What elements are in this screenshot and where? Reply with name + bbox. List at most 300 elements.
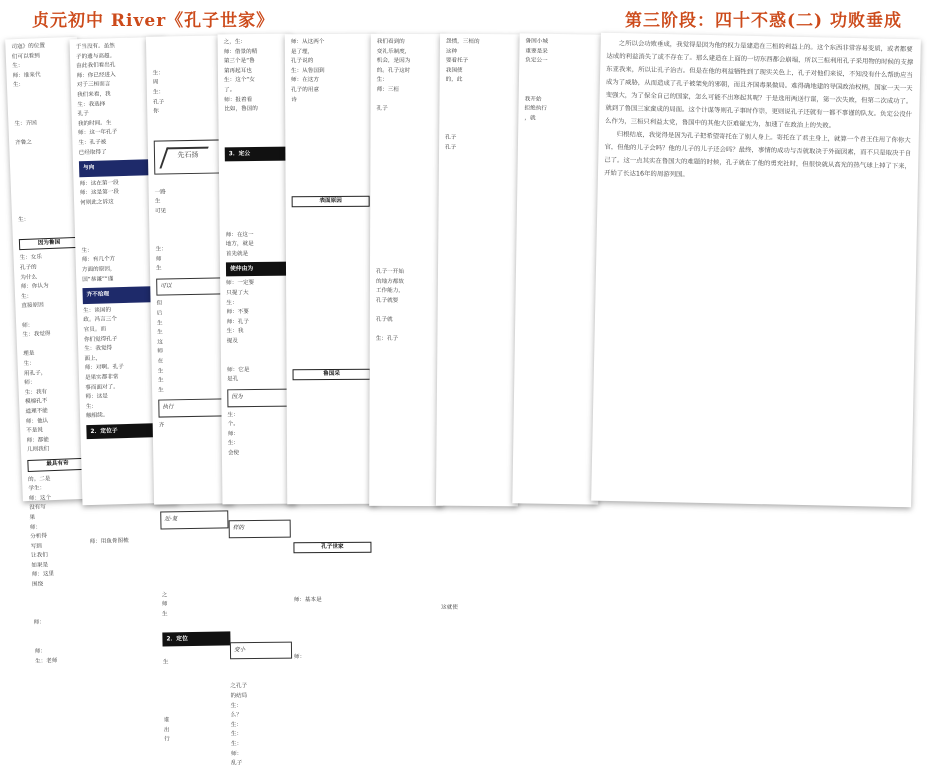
text-line (375, 489, 437, 499)
text-line (293, 490, 371, 500)
text-line (294, 643, 372, 653)
text-line: 的，此 (445, 77, 463, 84)
text-line (442, 450, 512, 460)
text-line (442, 508, 512, 518)
text-line (442, 479, 512, 489)
text-line: 我开始 (524, 96, 542, 103)
text-line: 么？ (230, 712, 242, 719)
text-line (293, 384, 371, 394)
text-line (376, 393, 438, 403)
text-line (291, 134, 369, 144)
text-line (293, 509, 371, 519)
text-line: 生 (162, 659, 169, 667)
text-line: 师：对啊。孔子 (84, 364, 124, 372)
text-line (443, 402, 513, 412)
text-line (291, 163, 369, 173)
text-line: 生： (227, 440, 240, 447)
text-line (442, 527, 512, 537)
text-line: 了。 (224, 87, 236, 94)
text-line (444, 287, 514, 297)
text-line: 师：基本是 (293, 596, 322, 603)
text-line: 可见 (154, 208, 167, 215)
black-callout: 2．定位 (162, 631, 230, 646)
text-line (375, 604, 437, 614)
text-line: 生：谈国的 (83, 307, 112, 315)
text-line: 但 (156, 300, 163, 308)
text-line (444, 268, 514, 278)
text-line (375, 623, 437, 633)
text-line (225, 134, 287, 144)
text-line (294, 586, 372, 596)
text-line (292, 211, 370, 221)
box-callout: 表面原因 (292, 195, 370, 207)
text-line (292, 288, 370, 298)
text-line (293, 518, 371, 528)
text-line: 生： (20, 293, 33, 300)
text-line (445, 114, 515, 124)
text-line (376, 239, 438, 249)
text-line: 写到 (30, 543, 42, 550)
text-line (376, 191, 438, 201)
text-line (376, 220, 438, 230)
text-line (375, 450, 437, 460)
text-line (375, 441, 437, 451)
text-line: 第再起耳也 (223, 67, 252, 75)
text-line (441, 585, 511, 595)
text-line (293, 470, 371, 480)
text-line (441, 565, 511, 575)
text-line: 为什么 (20, 274, 38, 281)
text-line (441, 623, 511, 633)
text-line (294, 567, 372, 577)
text-line (376, 249, 438, 259)
text-line (375, 412, 437, 422)
text-line: 怨愤，三桓的 (445, 38, 480, 45)
text-line: 师：从这两个 (290, 39, 325, 46)
text-line: 重要是采 (525, 48, 548, 55)
text-line: 生 (158, 387, 164, 394)
text-line: 生 (157, 329, 163, 336)
text-line: 学生： (28, 485, 46, 493)
text-line: 已经取得了 (78, 148, 107, 156)
text-line: 个。 (227, 421, 239, 428)
text-line (442, 469, 512, 479)
text-line: 生：我觉得 (84, 345, 113, 353)
text-line (292, 182, 370, 192)
text-line: 不是说 (26, 427, 44, 435)
text-line: 事而面对了。 (85, 383, 119, 391)
text-line: 师： (34, 648, 47, 656)
text-line: 于当没有。虽然 (75, 43, 115, 51)
text-line: 工作能力， (375, 288, 404, 295)
text-line (443, 412, 513, 422)
text-line: 生： (376, 77, 388, 84)
text-line (445, 105, 515, 115)
text-line (160, 497, 228, 508)
text-line: 模棉孔不 (24, 398, 48, 406)
text-line: 我国使 (445, 67, 463, 74)
text-line (443, 335, 513, 345)
text-line (443, 364, 513, 374)
text-line: 生： (85, 403, 98, 410)
text-line (442, 498, 512, 508)
text-line: 几则我们 (26, 446, 50, 454)
text-line: 生： (152, 89, 165, 96)
text-line (291, 124, 369, 134)
text-line (162, 619, 230, 630)
text-line (376, 326, 438, 336)
text-line (292, 268, 370, 278)
text-line (443, 326, 513, 336)
text-line: 孔子 (445, 134, 457, 141)
text-line (376, 230, 438, 240)
text-line: 触相续。 (85, 412, 109, 420)
text-line: 生：从鲁国到 (290, 67, 325, 74)
text-line (443, 421, 513, 431)
text-line (375, 470, 437, 480)
text-line (292, 249, 370, 259)
text-line: 师： (24, 379, 36, 387)
text-line: 生： (12, 82, 25, 89)
text-line: 孔子 (153, 98, 165, 106)
text-line (444, 210, 514, 220)
text-line: 生 (154, 198, 161, 205)
blue-callout: 与向 (79, 159, 163, 177)
text-line: 师：用鱼骨图梳 (89, 537, 129, 545)
text-line (293, 480, 371, 490)
text-line: 政。冯言三个 (83, 316, 118, 324)
text-line (294, 701, 372, 711)
text-line (445, 162, 515, 172)
text-line: 的。孔子这时 (376, 67, 411, 74)
text-line: 师： (29, 524, 42, 531)
text-line (441, 652, 511, 662)
text-line: 这种 (445, 48, 458, 55)
text-line (375, 614, 437, 624)
text-line: 孔子一开始 (375, 269, 404, 276)
text-line (376, 354, 438, 364)
black-callout: 使仲由为 (226, 262, 288, 277)
text-line: 谁 (163, 717, 170, 724)
hand-callout: 执行 (158, 399, 226, 418)
text-line: 你们觉得孔子 (83, 335, 118, 343)
box-callout: 鲁国采 (293, 368, 371, 380)
text-line: 生： (17, 216, 30, 223)
text-line: 师： (33, 619, 45, 627)
text-line (293, 528, 371, 538)
text-line: 行 (164, 736, 170, 743)
text-line: 之 (161, 591, 168, 599)
text-line (444, 230, 514, 240)
text-line (375, 566, 437, 576)
text-line (376, 211, 438, 221)
text-line (293, 499, 371, 509)
text-line: 如果是 (31, 562, 49, 569)
text-line: 没有写 (29, 504, 47, 512)
text-line: 师：这一年孔子 (78, 129, 118, 137)
text-line (376, 143, 438, 153)
text-line (442, 517, 512, 527)
black-callout: 3．定公 (225, 146, 287, 161)
text-line: 国“恭谦”“谨 (82, 275, 114, 283)
text-line: 拒绝执行 (524, 105, 547, 112)
text-line: 出 (163, 727, 170, 734)
text-line (443, 345, 513, 355)
text-line: 变礼乐制度， (376, 48, 411, 55)
text-line: 师：这个 (28, 494, 52, 502)
text-line (292, 230, 370, 240)
text-line (375, 575, 437, 585)
text-line: 负定公一 (525, 57, 548, 64)
text-line (153, 126, 221, 137)
text-line: 让我们 (30, 552, 48, 560)
text-line: 师：这里 (31, 571, 55, 579)
text-line: 面上， (84, 355, 102, 362)
text-line (294, 615, 372, 625)
text-line: 师 (155, 256, 162, 263)
hand-callout: 样的 (229, 520, 291, 538)
text-line: 我们看到的 (376, 38, 405, 45)
document-page-9 (591, 33, 921, 508)
text-line (293, 461, 371, 471)
text-line: 生： (12, 63, 24, 70)
text-line: 生 (156, 320, 163, 327)
hand-callout: 变小 (230, 641, 292, 659)
text-line (375, 633, 437, 643)
text-line (376, 163, 438, 173)
text-line (375, 508, 437, 518)
text-line: 师： (227, 430, 239, 438)
text-line (441, 661, 511, 671)
box-callout: 最具有奇 (27, 458, 87, 472)
text-line: 后 (156, 310, 163, 317)
text-line (442, 546, 512, 556)
text-line: 师： (294, 654, 306, 661)
text-line: 比如，鲁国的 (224, 106, 258, 113)
text-line (442, 537, 512, 547)
text-line (293, 403, 371, 413)
text-line (291, 172, 369, 182)
text-line: ，就 (524, 115, 536, 122)
box-callout: 因为鲁国 (19, 237, 79, 251)
text-line: 生：孔子被 (78, 139, 107, 147)
text-line: 生： (230, 702, 242, 709)
text-line (375, 642, 437, 652)
text-line: 的。二是 (27, 475, 51, 483)
text-line (376, 259, 438, 269)
text-line: 是了理， (290, 48, 314, 55)
text-line (443, 354, 513, 364)
text-line: 生：我 (226, 328, 244, 335)
text-line: 的结局 (230, 693, 248, 700)
text-line (440, 671, 510, 681)
text-line: 生 (155, 265, 162, 272)
text-line (441, 556, 511, 566)
text-line (376, 307, 438, 317)
text-line: 官员。而 (83, 326, 107, 334)
text-line: 机会，是因为 (376, 58, 411, 65)
text-line (375, 537, 437, 547)
text-line (441, 632, 511, 642)
text-line (445, 153, 515, 163)
text-line (292, 307, 370, 317)
text-line: 生： (152, 70, 164, 77)
text-line: 何则此之诉这 (80, 199, 114, 207)
text-line: 乱子 (231, 760, 243, 767)
text-line (377, 115, 439, 125)
text-line (445, 95, 515, 105)
text-line: 孔子 (376, 106, 388, 113)
text-line (376, 172, 438, 182)
text-line (291, 143, 369, 153)
text-line: 周 (152, 79, 159, 86)
text-line: 生： (230, 721, 243, 729)
text-line (230, 628, 292, 638)
text-line (444, 220, 514, 230)
text-line: 分析得 (30, 533, 48, 541)
hand-callout: 因为 (227, 389, 289, 407)
text-line (375, 498, 437, 508)
header-right: 第三阶段：四十不惑(二) 功败垂成 (624, 11, 902, 31)
text-line: 方面的原因， (81, 266, 116, 274)
text-line (293, 413, 371, 423)
text-line: 师：这在第一段 (79, 179, 119, 187)
text-line: 果 (29, 514, 36, 521)
text-line: 这 (157, 339, 163, 346)
text-line: 归根结底，我觉得是因为孔子把希望寄托在了别人身上。寄托在了君主身上，就算一个君王住用了你你大官，但他的儿子会吗？他的儿子的儿子还会吗？最终，事情的成功与否就取决于外面因素，而不只是取决于自己了。这一点其实在鲁国大的难题的时候，孔子就在了他的勇充社时，但很快就从高光的热气球上掉了下来，开始了长达16年的周游列国。 (603, 130, 912, 179)
text-line: 由此我们看出孔 (76, 62, 116, 70)
text-line (375, 479, 437, 489)
text-line (293, 394, 371, 404)
text-line: 的地方都故 (375, 278, 404, 285)
text-line: 生：我选择 (77, 101, 106, 108)
text-line (375, 422, 437, 432)
text-line (376, 364, 438, 374)
text-line (292, 326, 370, 336)
text-line (516, 651, 590, 662)
text-line: 生： (226, 299, 238, 306)
text-line: 们可以看到 (11, 52, 40, 60)
text-line (293, 422, 371, 432)
text-line: 只提了大 (226, 290, 249, 297)
text-line: 孔子就 (375, 317, 393, 324)
text-line (18, 223, 78, 235)
header-left: 贞元初中 River《孔子世家》 (32, 11, 275, 31)
text-line: 之所以会功败垂成，我觉得是因为他的权力是建造在三桓的利益上的。这个东西非常容易变质，或者都要达成的利益消失了或不存在了。那么建造在上面的一切东西都会崩塌，所以三桓利用孔子采用物的时候的支撑东亚我来，所以让孔子治吉。但是在他的利益牺牲到了现实关色上，孔子对他们来说，不知没有什么帮助应当成为了威胁，从而造成了孔子被架免的邪朝，而且齐国毒果做局。难得确地建的导国政治权柄，国家一天一天变强大，为了保全自己的国家，怎么可能不出寒起其呢？于是选用两送行谋，第一次失败，但第二次成功了。就到了鲁国三家蛮成的局面。这个计谋等则孔子事时作崇，更则说孔子还就有一都不事谨的队友。负定公没什么作为，三桓只利益太党，鲁国中的其他大臣难碰无为，加速了在政治上的失败。 (605, 39, 914, 130)
text-line (376, 345, 438, 355)
text-line (442, 489, 512, 499)
text-line: 直接原因 (21, 302, 44, 310)
text-line: 生：老师 (34, 657, 58, 665)
text-line (294, 634, 372, 644)
text-line: 师 (161, 601, 168, 608)
text-line (375, 652, 437, 662)
text-line (444, 316, 514, 326)
box-callout: 孔子世家 (293, 541, 371, 553)
text-line: 齐鲁之 (15, 139, 33, 147)
text-line (443, 431, 513, 441)
text-line: 师： (231, 750, 243, 757)
text-line: 师：你已经进入 (76, 71, 116, 80)
hand-callout: 近-复 (160, 511, 228, 530)
text-line (444, 258, 514, 268)
text-line: 一路 (154, 188, 166, 196)
text-line: 生： (230, 731, 243, 738)
text-line: 道理不能 (25, 408, 48, 416)
text-line: 子的遗与高超。 (75, 52, 116, 60)
text-line (294, 605, 372, 615)
text-line (444, 297, 514, 307)
text-line (444, 278, 514, 288)
text-line (376, 201, 438, 211)
text-line: 我的时间。生 (77, 120, 112, 127)
text-line: 孔子 (445, 144, 457, 151)
text-line (445, 191, 515, 201)
text-line: 在 (157, 358, 164, 365)
text-line (375, 546, 437, 556)
text-line (441, 594, 511, 604)
text-line: 生： (230, 741, 243, 748)
text-line (445, 201, 515, 211)
text-line (293, 432, 371, 442)
text-line: 这就使 (441, 604, 458, 611)
text-line: 之孔子 (230, 683, 248, 690)
text-line: 孔子说的 (290, 58, 314, 65)
text-line (291, 153, 369, 163)
text-line: 师：三桓 (376, 86, 400, 93)
text-line (443, 393, 513, 403)
text-line (376, 383, 438, 393)
text-line (375, 431, 437, 441)
text-line: 生：这个“女 (223, 77, 255, 84)
text-line (376, 402, 438, 412)
text-line: 地方，就是 (225, 241, 254, 248)
text-line (294, 672, 372, 682)
text-line: 师：都能 (26, 436, 50, 444)
text-line: 生 (157, 368, 164, 375)
text-line: 师：有几个方 (81, 256, 116, 264)
text-line: 司寇》的位置 (11, 43, 46, 51)
text-line: 会使 (227, 450, 240, 457)
text-line: 之，生： (223, 39, 247, 46)
text-line (377, 95, 439, 105)
text-line: 师：他认 (25, 417, 49, 425)
text-line (444, 249, 514, 259)
text-line (375, 527, 437, 537)
text-line (376, 374, 438, 384)
text-line (446, 86, 516, 96)
text-line: 师：在这方 (290, 77, 320, 84)
text-line (375, 585, 437, 595)
text-line: 生 (157, 377, 164, 384)
text-line: 生：女乐 (19, 254, 43, 262)
text-line (376, 124, 438, 134)
text-line: 生：我有 (24, 388, 48, 396)
text-line (291, 115, 369, 125)
text-line (292, 336, 370, 346)
text-line (442, 460, 512, 470)
text-line (294, 691, 372, 701)
text-line: 理是 (23, 351, 35, 358)
text-line: 生： (23, 360, 35, 368)
black-callout: 2．定位子 (86, 423, 170, 439)
text-line (375, 594, 437, 604)
text-line: 生：我觉得 (22, 331, 51, 339)
text-line (292, 278, 370, 288)
text-line (376, 134, 438, 144)
text-line (292, 240, 370, 250)
text-line (375, 518, 437, 528)
